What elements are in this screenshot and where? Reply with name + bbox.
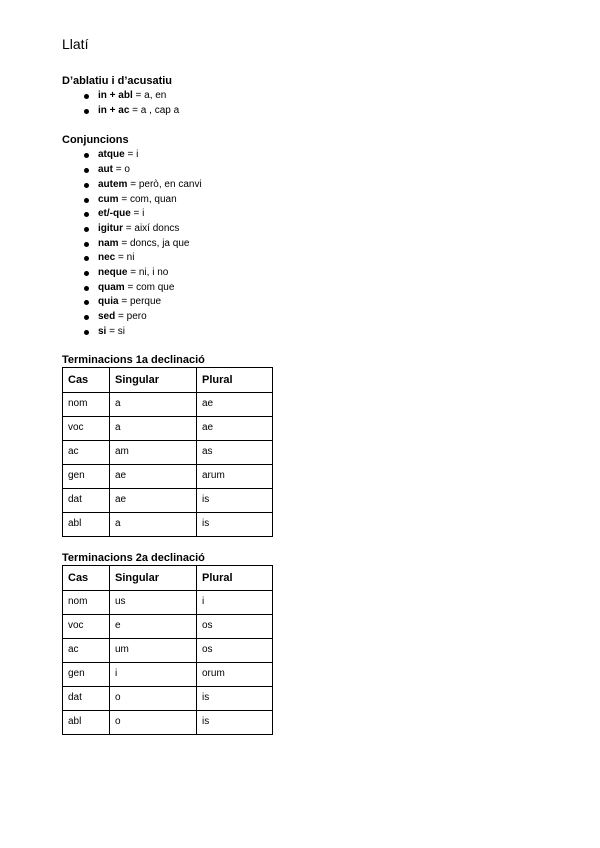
list-item: [98, 266, 542, 281]
meaning: = així doncs: [123, 222, 180, 234]
list-item: [98, 163, 542, 178]
term: igitur: [98, 222, 123, 234]
term: autem: [98, 178, 128, 190]
table-cell: ac: [63, 638, 110, 662]
table-title-declinacio-1: Terminacions 1a declinació: [62, 353, 205, 366]
list-item: [98, 281, 542, 296]
list-item: [98, 237, 542, 252]
table-cell: os: [197, 614, 273, 638]
term: et/-que: [98, 208, 131, 220]
section-conjuncions: [62, 133, 542, 339]
table-row: [63, 416, 273, 440]
term: quam: [98, 281, 125, 293]
table-cell: voc: [63, 614, 110, 638]
list-item: [98, 104, 542, 119]
term: si: [98, 325, 107, 337]
table-row: [63, 440, 273, 464]
table-cell: arum: [197, 464, 273, 488]
meaning: = com, quan: [118, 193, 177, 205]
table-row: [63, 710, 273, 734]
table-cell: gen: [63, 662, 110, 686]
table-cell: abl: [63, 512, 110, 536]
table-cell: is: [197, 512, 273, 536]
document-page: [62, 36, 542, 735]
section-declinacio-2: [62, 551, 542, 735]
list-item: [98, 148, 542, 163]
table-cell: i: [197, 590, 273, 614]
list-item: [98, 193, 542, 208]
meaning: = però, en canvi: [127, 178, 202, 190]
table-row: [63, 590, 273, 614]
table-row: [63, 662, 273, 686]
table-cell: a: [110, 392, 197, 416]
section-heading-ablatiu: D’ablatiu i d’acusatiu: [62, 75, 173, 87]
table-cell: ac: [63, 440, 110, 464]
list-item: [98, 207, 542, 222]
term: atque: [98, 149, 125, 161]
header-cell: Singular: [110, 367, 197, 392]
table-declinacio-1: [62, 367, 273, 537]
table-cell: gen: [63, 464, 110, 488]
table-cell: nom: [63, 392, 110, 416]
table-cell: e: [110, 614, 197, 638]
term: nec: [98, 252, 116, 264]
meaning: = i: [124, 149, 139, 161]
table-cell: o: [110, 686, 197, 710]
table-cell: ae: [110, 464, 197, 488]
table-row: [63, 512, 273, 536]
list-item: [98, 178, 542, 193]
conjuncions-list: [62, 148, 542, 339]
table-header-row: [63, 565, 273, 590]
table-cell: am: [110, 440, 197, 464]
table-cell: orum: [197, 662, 273, 686]
table-cell: as: [197, 440, 273, 464]
table-cell: is: [197, 686, 273, 710]
header-cell: Plural: [197, 367, 273, 392]
table-cell: a: [110, 512, 197, 536]
table-row: [63, 392, 273, 416]
header-cell: Cas: [63, 565, 110, 590]
table-row: [63, 638, 273, 662]
table-title-declinacio-2: Terminacions 2a declinació: [62, 551, 205, 564]
meaning: = si: [106, 325, 125, 337]
meaning: = o: [113, 164, 130, 176]
table-row: [63, 614, 273, 638]
meaning: = a , cap a: [129, 104, 180, 116]
table-cell: um: [110, 638, 197, 662]
table-cell: ae: [197, 416, 273, 440]
table-cell: a: [110, 416, 197, 440]
header-cell: Plural: [197, 565, 273, 590]
meaning: = a, en: [132, 90, 167, 101]
table-cell: dat: [63, 686, 110, 710]
meaning: = ni, i no: [127, 267, 169, 279]
meaning: = doncs, ja que: [118, 237, 190, 249]
table-row: [63, 464, 273, 488]
list-item: [98, 310, 542, 325]
table-cell: i: [110, 662, 197, 686]
table-cell: ae: [110, 488, 197, 512]
term: nam: [98, 237, 119, 249]
list-item: [98, 295, 542, 310]
table-cell: ae: [197, 392, 273, 416]
meaning: = perque: [118, 296, 162, 308]
section-heading-conjuncions: Conjuncions: [62, 134, 129, 147]
table-cell: os: [197, 638, 273, 662]
list-item: [98, 325, 542, 340]
table-cell: us: [110, 590, 197, 614]
table-row: [63, 686, 273, 710]
section-ablatiu: [62, 74, 542, 118]
page-title: Llatí: [62, 36, 89, 52]
meaning: = ni: [115, 252, 135, 264]
section-declinacio-1: [62, 353, 542, 537]
table-cell: o: [110, 710, 197, 734]
list-item: [98, 251, 542, 266]
meaning: = com que: [124, 281, 175, 293]
table-header-row: [63, 367, 273, 392]
table-cell: voc: [63, 416, 110, 440]
table-cell: nom: [63, 590, 110, 614]
ablatiu-list: [62, 89, 542, 118]
term: neque: [98, 267, 128, 279]
list-item: [98, 89, 542, 104]
term: in + ac: [98, 104, 130, 116]
term: aut: [98, 164, 113, 176]
table-declinacio-2: [62, 565, 273, 735]
table-cell: is: [197, 488, 273, 512]
table-cell: dat: [63, 488, 110, 512]
meaning: = pero: [115, 311, 147, 323]
table-cell: is: [197, 710, 273, 734]
header-cell: Singular: [110, 565, 197, 590]
term: cum: [98, 193, 119, 205]
term: sed: [98, 311, 116, 323]
list-item: [98, 222, 542, 237]
table-cell: abl: [63, 710, 110, 734]
header-cell: Cas: [63, 367, 110, 392]
term: quia: [98, 296, 119, 308]
meaning: = i: [130, 208, 145, 220]
term: in + abl: [98, 90, 133, 101]
table-row: [63, 488, 273, 512]
